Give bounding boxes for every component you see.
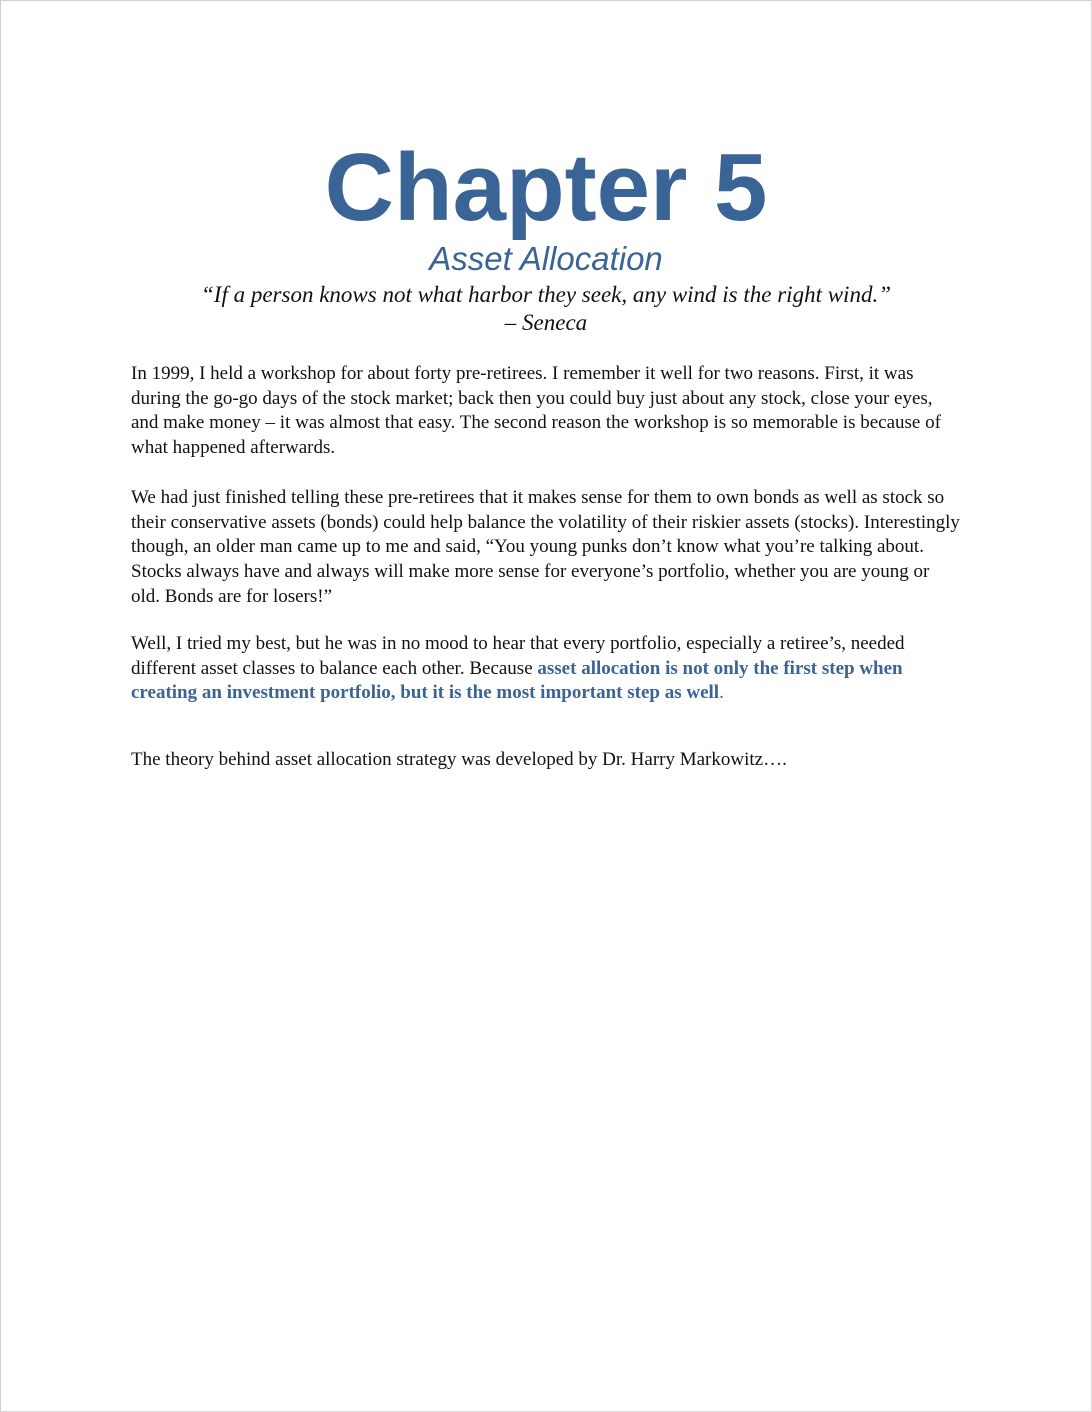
epigraph-author: – Seneca [504,310,588,335]
chapter-title: Chapter 5 [324,134,768,241]
key-point-emphasis: asset allocation is not only the first step when creating an investment portfolio, but it is the most important step as well [131,657,903,704]
body-paragraph-2: We had just finished telling these pre-retirees that it makes sense for them to own bonds as well as stock so their conservative assets (bonds) could help balance the volatility of their riskier assets (stocks). Interestingly though, an older man came up to me and said, “You young punks don’t know what you’re talking about. Stocks always have and always will make more sense for everyone’s portfolio, whether you are young or old. Bonds are for losers!” [131,487,960,607]
key-point-period: . [719,682,724,704]
paragraph-3-text: Well, I tried my best, but he was in no mood to hear that every portfolio, especially a retiree’s, needed different asset classes to balance each other. Because [131,633,905,679]
body-paragraph-1: In 1999, I held a workshop for about forty pre-retirees. I remember it well for two reasons. First, it was during the go-go days of the stock market; back then you could buy just about any stock, close your eyes, and make money – it was almost that easy. The second reason the workshop is so memorable is because of what happened afterwards. [131,363,941,459]
body-paragraph-3 [131,632,961,706]
epigraph-quote: “If a person knows not what harbor they seek, any wind is the right wind.” [201,282,891,307]
chapter-subtitle: Asset Allocation [429,240,663,277]
body-paragraph-4: The theory behind asset allocation strategy was developed by Dr. Harry Markowitz…. [131,749,787,770]
